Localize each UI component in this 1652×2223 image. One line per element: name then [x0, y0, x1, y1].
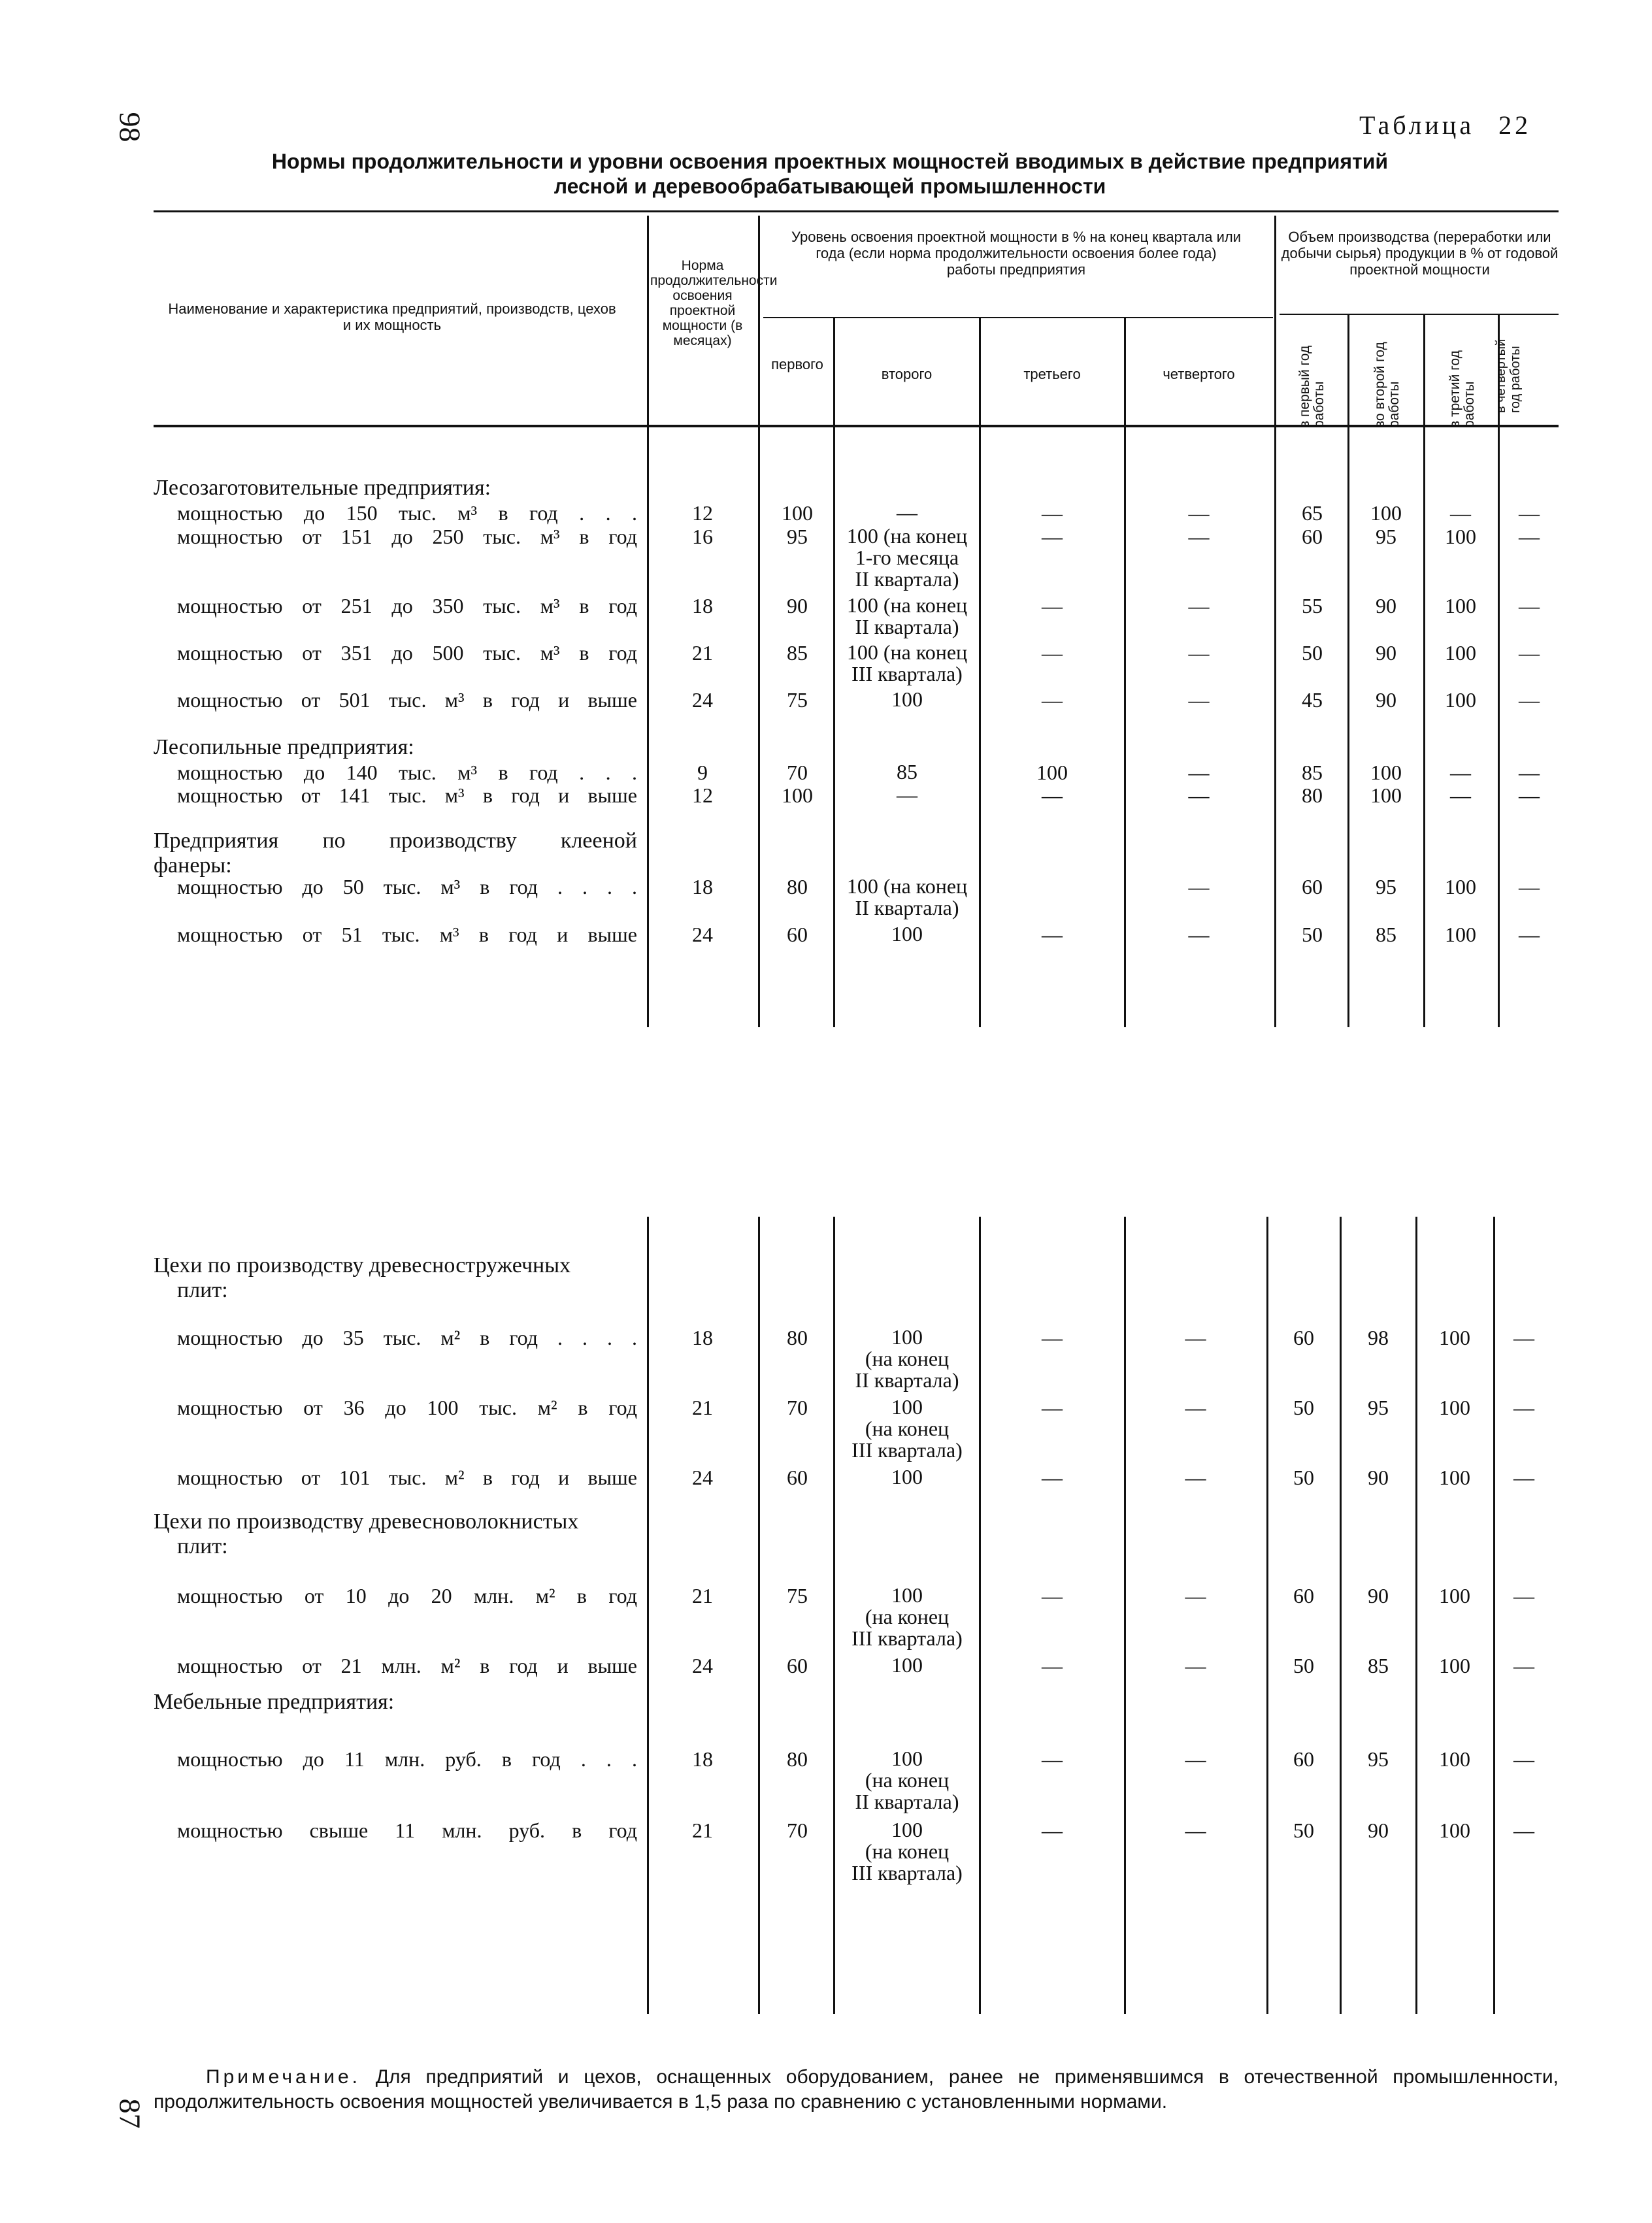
- cell-q4: —: [1185, 1584, 1206, 1607]
- section-heading-plywood-line1: Предприятия по производству клееной: [154, 829, 637, 853]
- cell-q3: —: [1042, 1654, 1063, 1677]
- cell-q2-line: (на конец: [865, 1605, 950, 1628]
- cell-y4: —: [1519, 761, 1540, 784]
- cell-q2-line: III квартала): [851, 1861, 963, 1885]
- cell-q2-line: III квартала): [851, 1626, 963, 1650]
- cell-y3: 100: [1439, 1747, 1470, 1771]
- header-quarter-4: четвертого: [1163, 366, 1235, 382]
- cell-q2-line: 100: [891, 1747, 923, 1770]
- row-name: [154, 1585, 637, 1607]
- cell-q2: [838, 642, 976, 685]
- cell-q3: —: [1042, 688, 1063, 712]
- cell-y2: 90: [1376, 641, 1396, 665]
- cell-q2-line: (на конец: [865, 1347, 950, 1370]
- cell-q2-line: 100 (на конец: [846, 524, 968, 548]
- cell-q2: [838, 502, 976, 523]
- cell-q4: —: [1188, 875, 1210, 898]
- row-name-text: мощностью до 140 тыс. м³ в год . . .: [177, 761, 637, 784]
- cell-norm: 18: [692, 594, 713, 618]
- row-name: [154, 689, 637, 712]
- row-name: [154, 761, 637, 784]
- cell-q2-line: 100: [891, 922, 923, 946]
- row-name: [154, 642, 637, 665]
- row-name: [154, 1748, 637, 1771]
- cell-q2: [838, 1326, 976, 1391]
- cell-y1: 85: [1302, 761, 1323, 784]
- row-name: [154, 1819, 637, 1842]
- cell-norm: 18: [692, 1747, 713, 1771]
- cell-y3: 100: [1439, 1654, 1470, 1677]
- cell-y1: 50: [1302, 923, 1323, 946]
- header-level-group: Уровень освоения проектной мощности в % на конец квартала или года (если норма продолжительности освоения более года) работы предприятия: [791, 229, 1242, 278]
- row-name: [154, 1655, 637, 1677]
- row-name-text: мощностью до 150 тыс. м³ в год . . .: [177, 501, 637, 525]
- cell-q2: [838, 1585, 976, 1649]
- table-title-line2: лесной и деревообрабатывающей промышленности: [553, 174, 1106, 198]
- cell-y3: —: [1450, 783, 1471, 807]
- cell-y2: 95: [1376, 875, 1396, 898]
- cell-q2-line: 85: [897, 760, 917, 783]
- cell-q2-line: 100: [891, 687, 923, 711]
- cell-y2: 100: [1370, 501, 1402, 525]
- section-heading-logging: Лесозаготовительные предприятия:: [154, 476, 491, 500]
- cell-q4: —: [1188, 923, 1210, 946]
- cell-q1: 60: [787, 923, 808, 946]
- cell-q2-line: 100 (на конец: [846, 874, 968, 898]
- cell-q3: —: [1042, 923, 1063, 946]
- cell-q2-line: 100 (на конец: [846, 593, 968, 617]
- cell-q2-line: 100: [891, 1325, 923, 1349]
- cell-y1: 60: [1302, 525, 1323, 548]
- cell-q2-line: 1-го месяца: [855, 546, 959, 569]
- cell-q3: —: [1042, 641, 1063, 665]
- cell-q2: [838, 1396, 976, 1461]
- section-heading-plywood: [154, 829, 637, 878]
- cell-q2: [838, 876, 976, 919]
- header-year-4: в четвертый год работы: [1494, 338, 1523, 413]
- cell-q2-line: 100: [891, 1395, 923, 1419]
- cell-q3: —: [1042, 1326, 1063, 1349]
- row-name: [154, 502, 637, 525]
- header-quarter-2: второго: [881, 366, 933, 382]
- cell-norm: 21: [692, 641, 713, 665]
- header-quarter-1: первого: [771, 356, 823, 372]
- cell-q1: 80: [787, 1326, 808, 1349]
- cell-q2: [838, 1819, 976, 1884]
- cell-q2: [838, 1655, 976, 1676]
- footnote-text: Для предприятий и цехов, оснащенных оборудованием, ранее не применявшимся в отечественной промышленности, продолжительность освоения мощностей увеличивается в 1,5 раза по сравнению с установленными нормами.: [154, 2066, 1559, 2113]
- cell-y2: 100: [1370, 783, 1402, 807]
- row-name-text: мощностью до 11 млн. руб. в год . . .: [177, 1747, 637, 1771]
- row-name-text: мощностью от 351 до 500 тыс. м³ в год: [177, 641, 637, 665]
- cell-q4: —: [1185, 1396, 1206, 1419]
- table-title-line1: Нормы продолжительности и уровни освоения проектных мощностей вводимых в действие предприятий: [271, 150, 1389, 173]
- cell-y3: 100: [1445, 688, 1476, 712]
- header-year-2: во второй год работы: [1372, 342, 1402, 428]
- cell-q4: —: [1188, 688, 1210, 712]
- row-name-text: мощностью до 50 тыс. м³ в год . . . .: [177, 875, 637, 898]
- cell-y1: 80: [1302, 783, 1323, 807]
- section-heading-fiberboard-line1: Цехи по производству древесноволокнистых: [154, 1509, 579, 1534]
- cell-q3: —: [1042, 594, 1063, 618]
- cell-q1: 80: [787, 875, 808, 898]
- footnote: [154, 2065, 1559, 2115]
- cell-y2: 90: [1368, 1584, 1389, 1607]
- cell-y4: —: [1519, 923, 1540, 946]
- cell-y3: 100: [1439, 1466, 1470, 1489]
- cell-y2: 95: [1376, 525, 1396, 548]
- cell-y4: —: [1519, 688, 1540, 712]
- cell-y4: —: [1513, 1396, 1534, 1419]
- cell-norm: 12: [692, 783, 713, 807]
- cell-y3: 100: [1439, 1326, 1470, 1349]
- cell-q2-line: II квартала): [855, 567, 959, 591]
- row-name-text: мощностью свыше 11 млн. руб. в год: [177, 1819, 637, 1842]
- cell-q2: [838, 689, 976, 710]
- section-heading-fiberboard-line2: плит:: [177, 1534, 228, 1558]
- cell-y3: 100: [1439, 1819, 1470, 1842]
- cell-q3: —: [1042, 525, 1063, 548]
- cell-q3: —: [1042, 1747, 1063, 1771]
- cell-q2-line: II квартала): [855, 896, 959, 919]
- cell-q1: 70: [787, 1819, 808, 1842]
- header-norm-column: Норма продолжительности освоения проектной мощности (в месяцах): [650, 258, 778, 348]
- row-name-text: мощностью от 21 млн. м² в год и выше: [177, 1654, 637, 1677]
- header-name-column: Наименование и характеристика предприятий, производств, цехов и их мощность: [168, 301, 616, 333]
- cell-y1: 50: [1293, 1466, 1314, 1489]
- cell-y2: 85: [1376, 923, 1396, 946]
- cell-y4: —: [1513, 1654, 1534, 1677]
- cell-norm: 21: [692, 1396, 713, 1419]
- cell-q2-line: (на конец: [865, 1839, 950, 1863]
- cell-y1: 65: [1302, 501, 1323, 525]
- row-name-text: мощностью от 10 до 20 млн. м² в год: [177, 1584, 637, 1607]
- cell-y2: 90: [1368, 1466, 1389, 1489]
- row-name: [154, 525, 637, 548]
- row-name: [154, 595, 637, 618]
- cell-q2-line: 100: [891, 1465, 923, 1489]
- cell-y4: —: [1519, 783, 1540, 807]
- row-name: [154, 1466, 637, 1489]
- cell-q3: —: [1042, 501, 1063, 525]
- cell-q2: [838, 923, 976, 945]
- cell-q2-line: II квартала): [855, 1368, 959, 1392]
- row-name-text: мощностью от 36 до 100 тыс. м² в год: [177, 1396, 637, 1419]
- cell-y2: 90: [1376, 688, 1396, 712]
- cell-y3: 100: [1445, 875, 1476, 898]
- cell-q3: 100: [1036, 761, 1068, 784]
- row-name-text: мощностью до 35 тыс. м² в год . . . .: [177, 1326, 637, 1349]
- cell-y2: 90: [1376, 594, 1396, 618]
- cell-q1: 70: [787, 761, 808, 784]
- row-name: [154, 784, 637, 807]
- header-year-1: в первый год работы: [1297, 345, 1327, 428]
- cell-y1: 50: [1293, 1819, 1314, 1842]
- cell-norm: 9: [697, 761, 708, 784]
- cell-q2-line: III квартала): [851, 662, 963, 685]
- cell-q1: 90: [787, 594, 808, 618]
- cell-y2: 90: [1368, 1819, 1389, 1842]
- section-heading-chipboard-line1: Цехи по производству древесностружечных: [154, 1253, 571, 1277]
- cell-y1: 60: [1293, 1584, 1314, 1607]
- cell-q2-line: (на конец: [865, 1768, 950, 1792]
- cell-q1: 75: [787, 688, 808, 712]
- cell-y1: 45: [1302, 688, 1323, 712]
- cell-y3: 100: [1445, 923, 1476, 946]
- cell-norm: 12: [692, 501, 713, 525]
- cell-y3: —: [1450, 501, 1471, 525]
- cell-y4: —: [1519, 875, 1540, 898]
- cell-y4: —: [1519, 525, 1540, 548]
- section-heading-fiberboard: [154, 1509, 637, 1559]
- cell-y1: 60: [1302, 875, 1323, 898]
- cell-q2-line: (на конец: [865, 1417, 950, 1440]
- section-heading-chipboard-line2: плит:: [177, 1278, 228, 1302]
- row-name: [154, 1396, 637, 1419]
- cell-q3: —: [1042, 1396, 1063, 1419]
- row-name: [154, 1326, 637, 1349]
- section-heading-sawmills: Лесопильные предприятия:: [154, 735, 414, 759]
- cell-norm: 16: [692, 525, 713, 548]
- cell-y3: 100: [1445, 641, 1476, 665]
- cell-y1: 60: [1293, 1326, 1314, 1349]
- cell-q2-line: II квартала): [855, 1790, 959, 1813]
- cell-y1: 55: [1302, 594, 1323, 618]
- cell-y2: 85: [1368, 1654, 1389, 1677]
- row-name-text: мощностью от 101 тыс. м² в год и выше: [177, 1466, 637, 1489]
- section-heading-plywood-line2: фанеры:: [154, 853, 232, 878]
- cell-y4: —: [1519, 594, 1540, 618]
- section-heading-furniture: Мебельные предприятия:: [154, 1690, 395, 1714]
- cell-q2: [838, 595, 976, 638]
- cell-y4: —: [1513, 1466, 1534, 1489]
- cell-q2: [838, 1748, 976, 1813]
- header-year-3: в третий год работы: [1447, 350, 1477, 428]
- cell-y3: —: [1450, 761, 1471, 784]
- cell-y4: —: [1513, 1819, 1534, 1842]
- cell-q2: [838, 761, 976, 783]
- row-name-text: мощностью от 151 до 250 тыс. м³ в год: [177, 525, 637, 548]
- cell-q4: —: [1188, 525, 1210, 548]
- cell-y2: 95: [1368, 1396, 1389, 1419]
- row-name: [154, 923, 637, 946]
- cell-norm: 18: [692, 875, 713, 898]
- cell-q2: [838, 784, 976, 806]
- cell-y2: 95: [1368, 1747, 1389, 1771]
- cell-y4: —: [1513, 1747, 1534, 1771]
- cell-q2-line: 100: [891, 1818, 923, 1841]
- cell-y3: 100: [1439, 1584, 1470, 1607]
- cell-q4: —: [1185, 1326, 1206, 1349]
- row-name-text: мощностью от 251 до 350 тыс. м³ в год: [177, 594, 637, 618]
- table-caption: [1359, 110, 1531, 140]
- cell-y1: 60: [1293, 1747, 1314, 1771]
- cell-q4: —: [1188, 641, 1210, 665]
- table-number: 22: [1498, 110, 1532, 140]
- page-number-top: 98: [113, 112, 147, 142]
- cell-y4: —: [1513, 1326, 1534, 1349]
- cell-q3: —: [1042, 1819, 1063, 1842]
- cell-q2-line: —: [897, 783, 917, 806]
- cell-q2: [838, 525, 976, 590]
- cell-norm: 18: [692, 1326, 713, 1349]
- cell-q4: —: [1188, 783, 1210, 807]
- cell-y3: 100: [1445, 525, 1476, 548]
- cell-q1: 75: [787, 1584, 808, 1607]
- header-quarter-3: третьего: [1023, 366, 1081, 382]
- cell-q1: 100: [782, 501, 813, 525]
- cell-q2-line: —: [897, 501, 917, 524]
- row-name-text: мощностью от 141 тыс. м³ в год и выше: [177, 783, 637, 807]
- table-label: Таблица: [1359, 110, 1475, 140]
- cell-y1: 50: [1293, 1654, 1314, 1677]
- section-heading-chipboard: [154, 1253, 637, 1303]
- cell-q2-line: II квартала): [855, 615, 959, 638]
- cell-q4: —: [1185, 1466, 1206, 1489]
- cell-y3: 100: [1439, 1396, 1470, 1419]
- cell-y4: —: [1519, 641, 1540, 665]
- footnote-label: Примечание.: [206, 2066, 361, 2088]
- cell-q2-line: 100: [891, 1583, 923, 1607]
- cell-q3: —: [1042, 1584, 1063, 1607]
- cell-y2: 100: [1370, 761, 1402, 784]
- cell-q2-line: 100 (на конец: [846, 640, 968, 664]
- cell-y1: 50: [1293, 1396, 1314, 1419]
- cell-q1: 80: [787, 1747, 808, 1771]
- cell-q3: —: [1042, 1466, 1063, 1489]
- cell-q2: [838, 1466, 976, 1488]
- cell-q3: —: [1042, 783, 1063, 807]
- cell-norm: 24: [692, 923, 713, 946]
- cell-q1: 95: [787, 525, 808, 548]
- cell-norm: 24: [692, 1466, 713, 1489]
- cell-q1: 100: [782, 783, 813, 807]
- cell-q1: 70: [787, 1396, 808, 1419]
- cell-q4: —: [1188, 594, 1210, 618]
- page-number-bottom: 87: [113, 2098, 147, 2129]
- cell-q4: —: [1185, 1819, 1206, 1842]
- header-volume-group: Объем производства (переработки или добычи сырья) продукции в % от годовой проектной мощности: [1281, 229, 1559, 278]
- cell-q1: 60: [787, 1466, 808, 1489]
- cell-y4: —: [1513, 1584, 1534, 1607]
- cell-norm: 24: [692, 1654, 713, 1677]
- cell-y1: 50: [1302, 641, 1323, 665]
- cell-norm: 21: [692, 1819, 713, 1842]
- cell-q2-line: 100: [891, 1653, 923, 1677]
- cell-q4: —: [1185, 1654, 1206, 1677]
- row-name-text: мощностью от 51 тыс. м³ в год и выше: [177, 923, 637, 946]
- cell-q2-line: III квартала): [851, 1438, 963, 1462]
- row-name: [154, 876, 637, 898]
- cell-q4: —: [1185, 1747, 1206, 1771]
- cell-norm: 21: [692, 1584, 713, 1607]
- cell-y4: —: [1519, 501, 1540, 525]
- cell-norm: 24: [692, 688, 713, 712]
- row-name-text: мощностью от 501 тыс. м³ в год и выше: [177, 688, 637, 712]
- cell-q4: —: [1188, 761, 1210, 784]
- cell-y3: 100: [1445, 594, 1476, 618]
- cell-y2: 98: [1368, 1326, 1389, 1349]
- cell-q1: 85: [787, 641, 808, 665]
- cell-q1: 60: [787, 1654, 808, 1677]
- cell-q4: —: [1188, 501, 1210, 525]
